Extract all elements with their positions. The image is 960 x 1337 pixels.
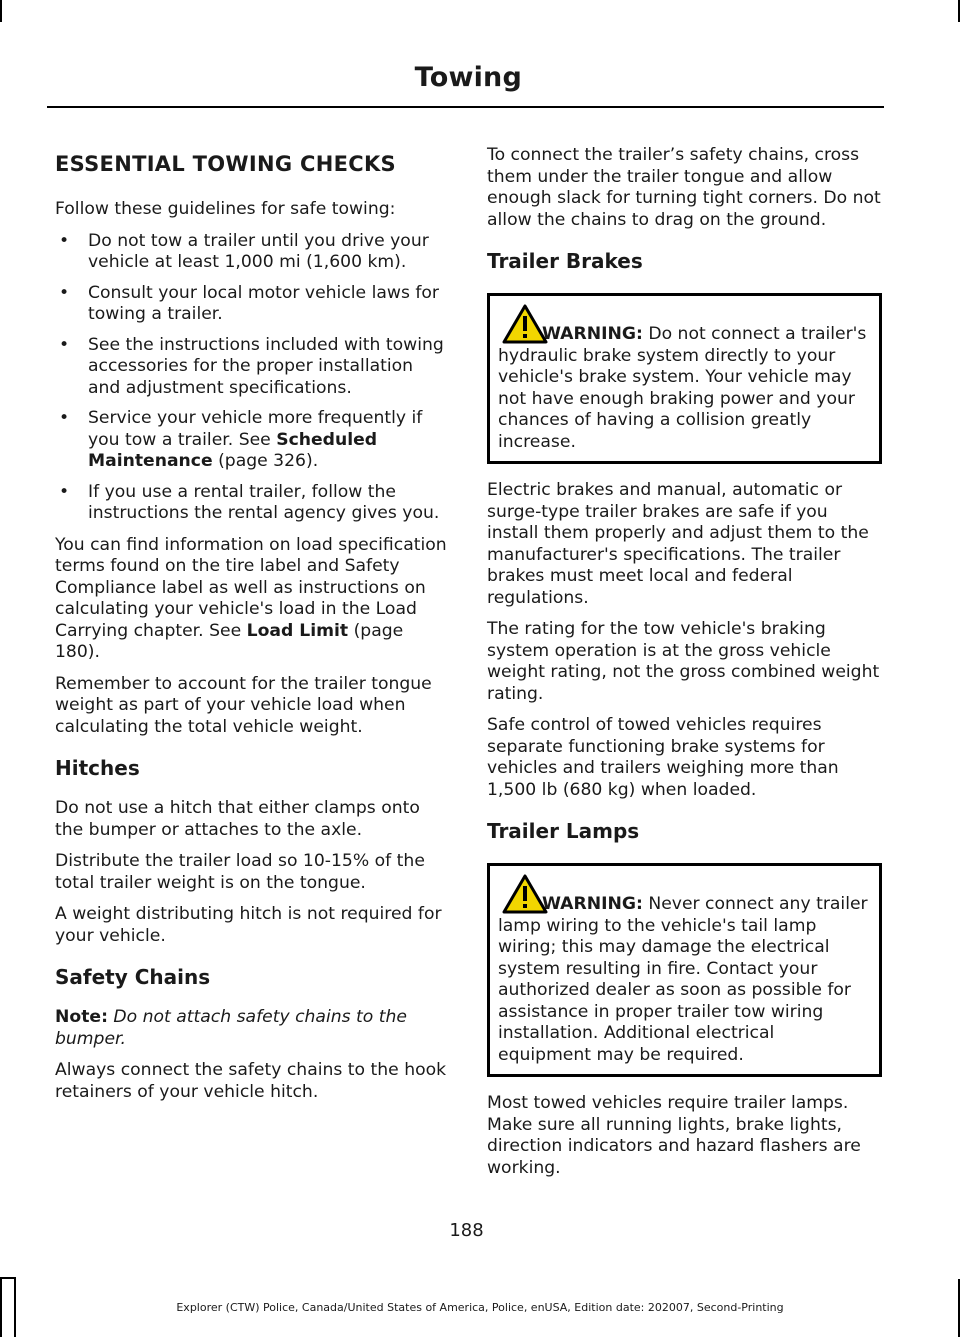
warning-triangle-icon — [502, 304, 548, 344]
warning-box — [487, 293, 882, 464]
note — [55, 1007, 450, 1050]
trailer-brakes-heading: Trailer Brakes — [487, 249, 643, 273]
section-heading: ESSENTIAL TOWING CHECKS — [55, 152, 396, 176]
guidelines-list — [55, 231, 450, 525]
list-item — [55, 408, 450, 473]
brakes-paragraph: Safe control of towed vehicles requires separate functioning brake systems for vehicles and trailers weighing more than 1,500 lb (680 kg) when loaded. — [487, 715, 839, 800]
safety-chains-heading: Safety Chains — [55, 965, 211, 989]
note-label: Note: — [55, 1007, 108, 1027]
left-column — [55, 145, 450, 1113]
bullet: • — [59, 408, 70, 428]
footer-text: Explorer (CTW) Police, Canada/United States of America, Police, enUSA, Edition date: 202007, Second-Printing — [176, 1301, 784, 1314]
brakes-paragraph: Electric brakes and manual, automatic or surge-type trailer brakes are safe if you install them properly and adjust them to the manufacturer's specifications. The trailer brakes must meet local and federal regulations. — [487, 480, 869, 608]
hitches-paragraph: Distribute the trailer load so 10-15% of the total trailer weight is on the tongue. — [55, 851, 425, 893]
bullet: • — [59, 481, 70, 502]
safety-chains-paragraph: To connect the trailer’s safety chains, cross them under the trailer tongue and allow enough slack for turning tight corners. Do not allow the chains to drag on the ground. — [487, 145, 881, 230]
page-reference: (page 180). — [55, 620, 404, 662]
list-item-text: Do not tow a trailer until you drive your vehicle at least 1,000 mi (1,600 km). — [88, 230, 429, 272]
bullet: • — [59, 334, 70, 355]
intro-text: Follow these guidelines for safe towing: — [55, 199, 396, 219]
warning-box — [487, 863, 882, 1077]
list-item — [55, 231, 450, 274]
page-number: 188 — [449, 1220, 484, 1241]
hitches-paragraph: A weight distributing hitch is not required for your vehicle. — [55, 904, 442, 946]
right-column — [487, 145, 882, 1189]
load-paragraph-text: You can find information on load specification terms found on the tire label and Safety Compliance label as well as instructions on calculating your vehicle's load in the Load Carrying chapter. See — [55, 534, 447, 641]
hitches-paragraph: Do not use a hitch that either clamps onto the bumper or attaches to the axle. — [55, 798, 420, 840]
scheduled-maintenance-link[interactable]: Scheduled Maintenance — [88, 429, 378, 471]
load-paragraph — [55, 535, 450, 664]
page-title: Towing — [414, 62, 522, 93]
list-item-text: See the instructions included with towing accessories for the proper installation and adjustment specifications. — [88, 334, 444, 398]
warning-text: Never connect any trailer lamp wiring to the vehicle's tail lamp wiring; this may damage the electrical system resulting in fire. Contact your authorized dealer as soon as possible for assistance in proper trailer tow wiring installation. Additional electrical equipment may be required. — [498, 894, 868, 1065]
note-text: Do not attach safety chains to the bumper. — [55, 1007, 407, 1049]
list-item-text: Consult your local motor vehicle laws for towing a trailer. — [88, 282, 439, 324]
safety-chains-paragraph: Always connect the safety chains to the hook retainers of your vehicle hitch. — [55, 1060, 447, 1102]
tongue-paragraph: Remember to account for the trailer tongue weight as part of your vehicle load when calculating the total vehicle weight. — [55, 673, 432, 737]
list-item-text: Service your vehicle more frequently if you tow a trailer. See — [88, 408, 423, 450]
warning-label: WARNING: — [542, 894, 643, 914]
brakes-paragraph: The rating for the tow vehicle's braking system operation is at the gross vehicle weight rating, not the gross combined weight rating. — [487, 619, 880, 704]
bullet: • — [59, 282, 70, 303]
list-item — [55, 283, 450, 326]
list-item-text: If you use a rental trailer, follow the instructions the rental agency gives you. — [88, 481, 440, 523]
bullet: • — [59, 230, 70, 251]
warning-triangle-icon — [502, 874, 548, 914]
lamps-paragraph: Most towed vehicles require trailer lamps. Make sure all running lights, brake lights, direction indicators and hazard flashers are working. — [487, 1093, 861, 1178]
load-limit-link[interactable]: Load Limit — [246, 620, 349, 641]
page-reference: (page 326). — [212, 451, 319, 471]
header-rule — [47, 106, 884, 108]
list-item — [55, 335, 450, 400]
crop-mark-top-left — [0, 0, 2, 22]
list-item — [55, 482, 450, 525]
trailer-lamps-heading: Trailer Lamps — [487, 819, 640, 843]
hitches-heading: Hitches — [55, 756, 140, 780]
warning-label: WARNING: — [542, 324, 643, 344]
warning-text: Do not connect a trailer's hydraulic brake system directly to your vehicle's brake system. Your vehicle may not have enough braking power and your chances of having a collision greatly increase. — [498, 324, 867, 452]
